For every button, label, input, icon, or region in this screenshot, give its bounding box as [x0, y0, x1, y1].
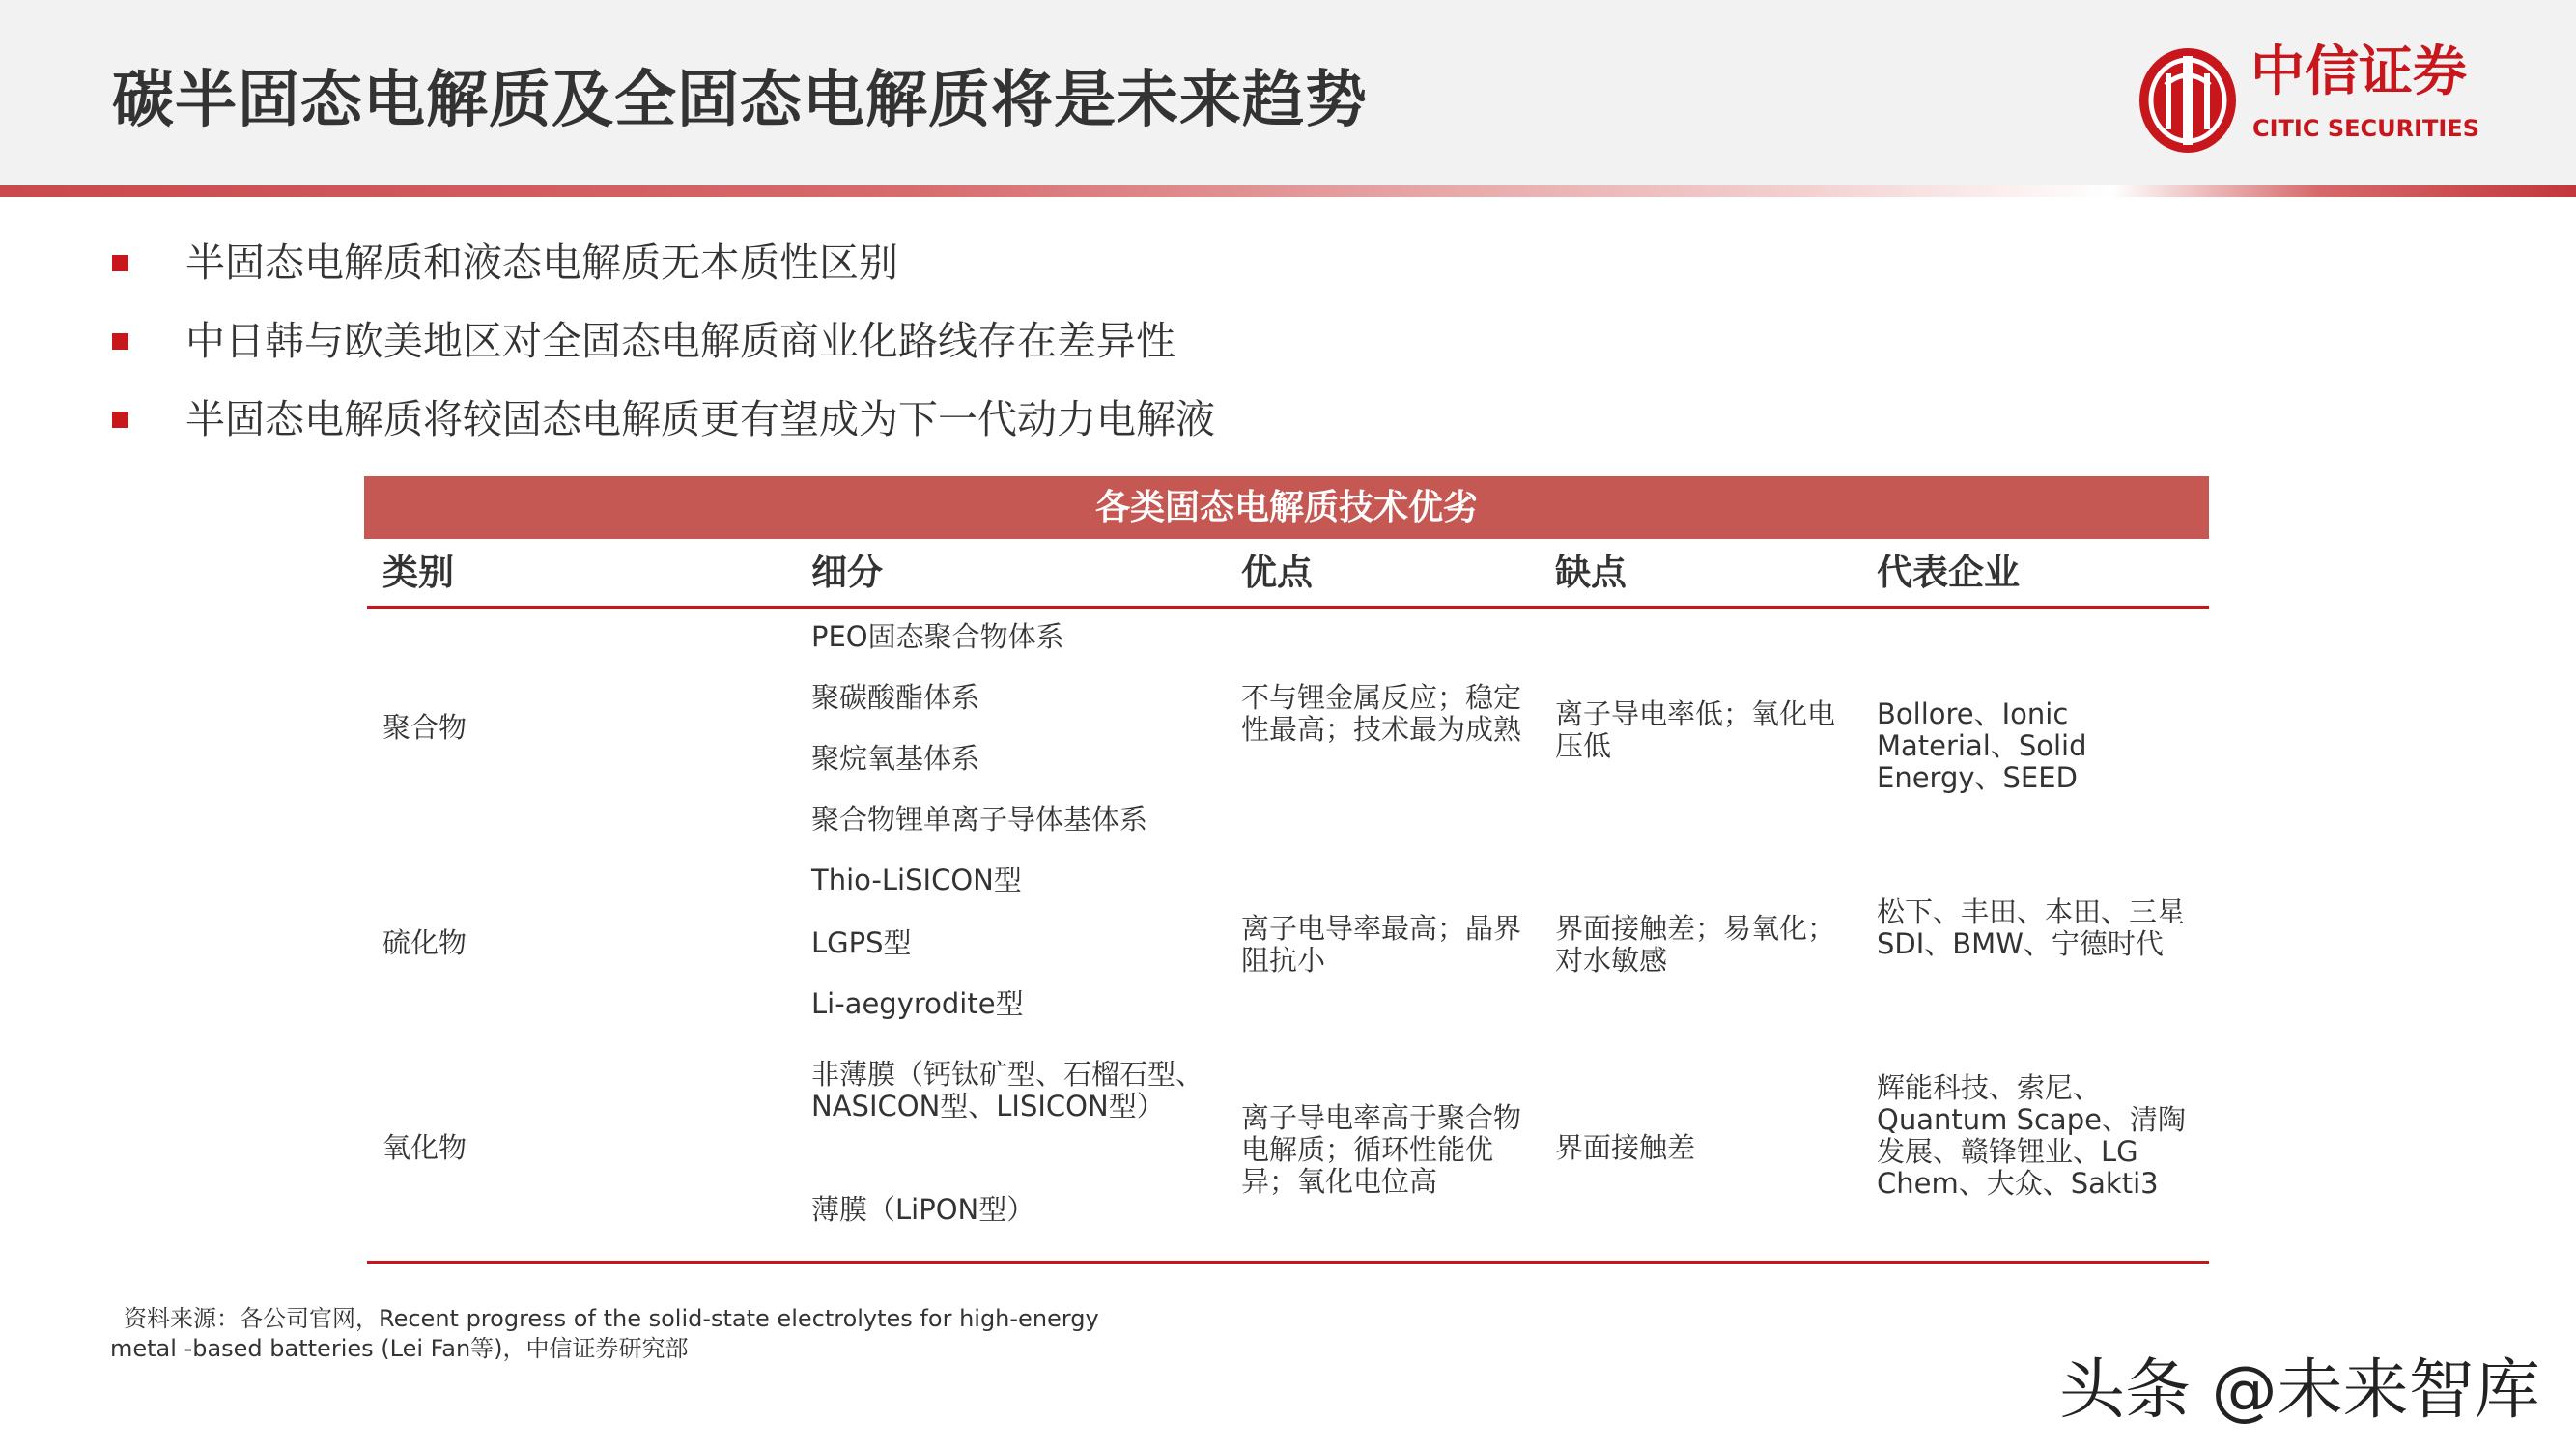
subtype-cell: Thio-LiSICON型 [811, 864, 1022, 896]
header-divider [0, 185, 2576, 197]
companies-cell: 松下、丰田、本田、三星SDI、BMW、宁德时代 [1877, 895, 2186, 960]
pros-cell: 不与锂金属反应；稳定性最高；技术最为成熟 [1241, 681, 1522, 746]
bullet-icon [112, 333, 128, 350]
citic-logo [2137, 43, 2562, 158]
subtype-cell: 薄膜（LiPON型） [811, 1193, 1035, 1226]
category-cell: 氧化物 [382, 1131, 467, 1164]
table-title: 各类固态电解质技术优劣 [364, 476, 2209, 539]
subtype-cell: 聚烷氧基体系 [811, 742, 980, 775]
watermark: 头条 @未来智库 [2059, 1352, 2540, 1429]
column-header: 类别 [382, 552, 454, 593]
cons-cell: 界面接触差；易氧化；对水敏感 [1555, 912, 1836, 977]
subtype-cell: 聚合物锂单离子导体基体系 [811, 803, 1148, 836]
page-title: 碳半固态电解质及全固态电解质将是未来趋势 [112, 65, 1368, 136]
bullet-icon [112, 412, 128, 428]
pros-cell: 离子导电率高于聚合物电解质；循环性能优异；氧化电位高 [1241, 1101, 1522, 1198]
pros-cell: 离子电导率最高；晶界阻抗小 [1241, 912, 1522, 977]
bullet-text: 半固态电解质和液态电解质无本质性区别 [185, 240, 898, 286]
citic-emblem-icon [2137, 46, 2239, 155]
cons-cell: 离子导电率低；氧化电压低 [1555, 697, 1836, 762]
subtype-cell: 非薄膜（钙钛矿型、石榴石型、NASICON型、LISICON型） [811, 1058, 1204, 1122]
source-line: metal -based batteries (Lei Fan等)，中信证券研究部 [110, 1335, 689, 1362]
category-cell: 硫化物 [382, 926, 467, 959]
source-line: 资料来源：各公司官网，Recent progress of the solid-state electrolytes for high-energy [124, 1305, 1099, 1332]
bullet-text: 半固态电解质将较固态电解质更有望成为下一代动力电解液 [185, 396, 1215, 442]
category-cell: 聚合物 [382, 711, 467, 744]
subtype-cell: Li-aegyrodite型 [811, 987, 1024, 1020]
subtype-cell: PEO固态聚合物体系 [811, 620, 1064, 653]
column-header: 优点 [1241, 552, 1313, 593]
bullet-icon [112, 255, 128, 271]
subtype-cell: 聚碳酸酯体系 [811, 681, 980, 714]
bullet-text: 中日韩与欧美地区对全固态电解质商业化路线存在差异性 [185, 318, 1175, 364]
cons-cell: 界面接触差 [1555, 1131, 1696, 1164]
header-rule [367, 606, 2209, 609]
companies-cell: Bollore、Ionic Material、Solid Energy、SEED [1877, 697, 2087, 794]
subtype-cell: LGPS型 [811, 926, 912, 959]
column-header: 缺点 [1555, 552, 1627, 593]
table-bottom-rule [367, 1261, 2209, 1264]
source-note [110, 1304, 1099, 1364]
column-header: 细分 [811, 552, 883, 593]
companies-cell: 辉能科技、索尼、Quantum Scape、清陶发展、赣锋锂业、LG Chem、大众、Sakti3 [1877, 1071, 2186, 1200]
logo-cn-text: 中信证券 [2250, 41, 2467, 103]
column-header: 代表企业 [1877, 552, 2020, 593]
logo-en-text: CITIC SECURITIES [2252, 115, 2479, 142]
